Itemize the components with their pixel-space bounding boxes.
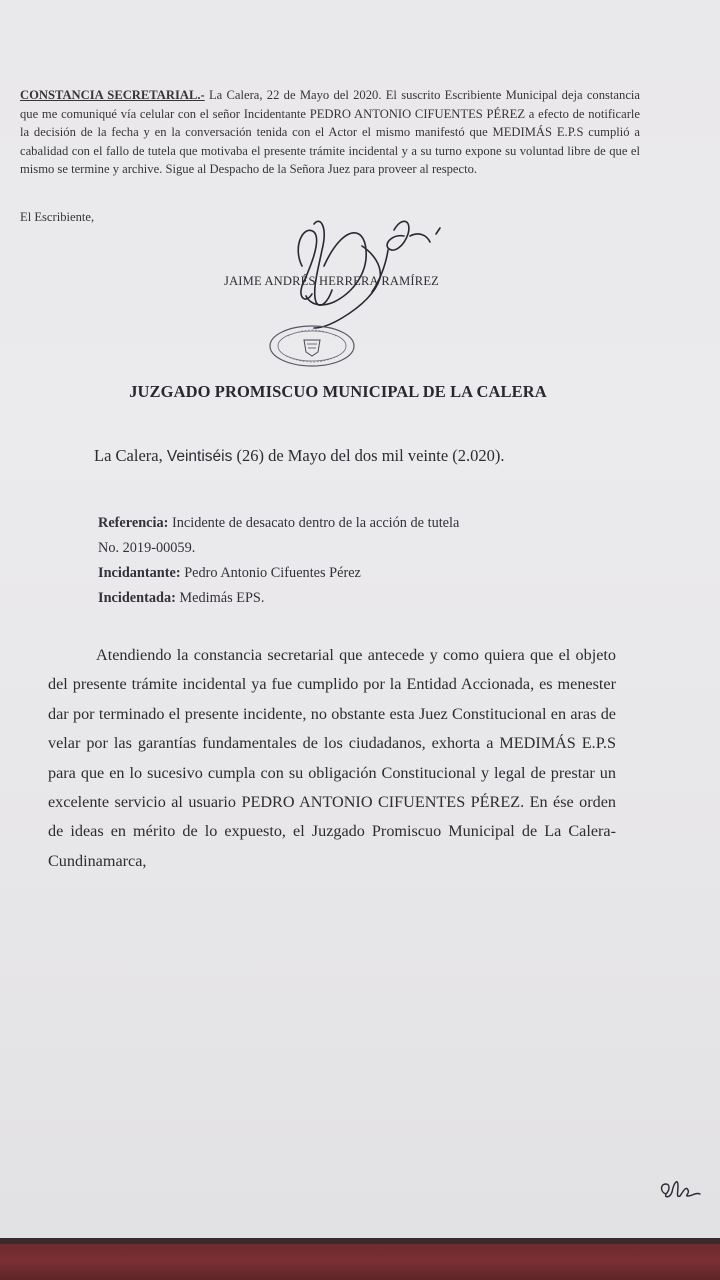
reference-value: Incidente de desacato dentro de la acción de tutela — [168, 515, 460, 531]
incidentada-line — [98, 586, 459, 611]
handwritten-signature — [262, 206, 452, 336]
incidentante-label: Incidantante: — [98, 565, 181, 581]
escribiente-label: El Escribiente, — [20, 210, 95, 224]
handwritten-initials — [656, 1172, 704, 1206]
incidentada-value: Medimás EPS. — [175, 590, 265, 606]
reference-label: Referencia: — [98, 515, 169, 531]
date-line — [94, 446, 505, 466]
court-title: JUZGADO PROMISCUO MUNICIPAL DE LA CALERA — [129, 382, 547, 401]
signatory-name: JAIME ANDRÉS HERRERA RAMÍREZ — [224, 274, 439, 288]
background-surface — [0, 1238, 720, 1280]
constancia-heading: CONSTANCIA SECRETARIAL.- — [20, 88, 205, 102]
court-seal — [266, 322, 358, 370]
incidentante-value: Pedro Antonio Cifuentes Pérez — [180, 565, 361, 581]
body-text: Atendiendo la constancia secretarial que antecede y como quiera que el objeto del presente trámite incidental ya fue cumplido por la Entidad Accionada, es menester dar por terminado el presente incidente, no obstante esta Juez Constitucional en aras de velar por las garantías fundamentales de los ciudadanos, exhorta a MEDIMÁS E.P.S para que en lo sucesivo cumpla con su obligación Constitucional y legal de prestar un excelente servicio al usuario PEDRO ANTONIO CIFUENTES PÉREZ. En ése orden de ideas en mérito de lo expuesto, el Juzgado Promiscuo Municipal de La Calera-Cundinamarca, — [48, 646, 616, 870]
constancia-text: La Calera, 22 de Mayo del 2020. El suscrito Escribiente Municipal deja constancia que me comuniqué vía celular con el señor Incidentante PEDRO ANTONIO CIFUENTES PÉREZ a efecto de notificarle la decisión de la fecha y en la conversación tenida con el Actor el mismo manifestó que MEDIMÁS E.P.S cumplió a cabalidad con el fallo de tutela que motivaba el presente trámite incidental y a su turno expone su voluntad libre de que el mismo se termine y archive. Sigue al Despacho de la Señora Juez para proveer al respecto. — [20, 88, 640, 177]
body-paragraph — [48, 641, 616, 876]
incidentada-label: Incidentada: — [98, 590, 176, 606]
incidentante-line — [98, 561, 459, 586]
date-rest: (26) de Mayo del dos mil veinte (2.020). — [232, 446, 505, 465]
reference-number: No. 2019-00059. — [98, 540, 196, 556]
date-prefix: La Calera, — [94, 446, 167, 465]
reference-block — [98, 511, 459, 611]
constancia-secretarial — [20, 86, 640, 179]
reference-line — [98, 511, 459, 536]
date-day-word: Veintiséis — [166, 448, 233, 465]
